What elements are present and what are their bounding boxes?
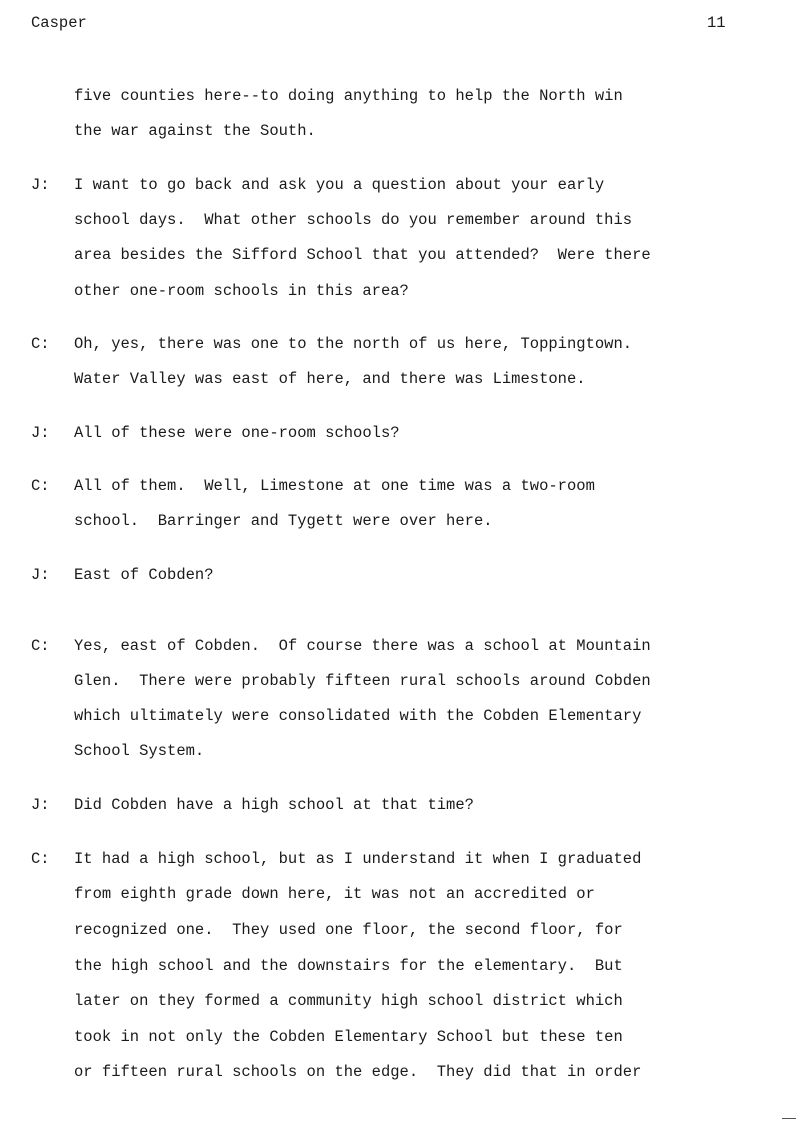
speaker-label: C:	[31, 335, 50, 353]
speaker-label: C:	[31, 850, 50, 868]
transcript-line: Glen. There were probably fifteen rural schools around Cobden	[74, 672, 651, 690]
speaker-label: C:	[31, 637, 50, 655]
transcript-line: the war against the South.	[74, 122, 316, 140]
transcript-line: or fifteen rural schools on the edge. They did that in order	[74, 1063, 642, 1081]
transcript-line: Did Cobden have a high school at that time?	[74, 796, 474, 814]
page-number: 11	[707, 14, 726, 32]
speaker-label: J:	[31, 424, 50, 442]
speaker-label: J:	[31, 176, 50, 194]
transcript-line: five counties here--to doing anything to help the North win	[74, 87, 623, 105]
transcript-line: All of them. Well, Limestone at one time was a two-room	[74, 477, 595, 495]
transcript-line: later on they formed a community high school district which	[74, 992, 623, 1010]
transcript-line: It had a high school, but as I understand it when I graduated	[74, 850, 642, 868]
transcript-line: school. Barringer and Tygett were over here.	[74, 512, 493, 530]
edge-mark	[782, 1118, 796, 1119]
transcript-line: the high school and the downstairs for the elementary. But	[74, 957, 623, 975]
speaker-label: J:	[31, 796, 50, 814]
transcript-line: Oh, yes, there was one to the north of us here, Toppingtown.	[74, 335, 633, 353]
transcript-line: area besides the Sifford School that you attended? Were there	[74, 246, 651, 264]
transcript-line: school days. What other schools do you remember around this	[74, 211, 633, 229]
transcript-line: recognized one. They used one floor, the second floor, for	[74, 921, 623, 939]
transcript-line: which ultimately were consolidated with the Cobden Elementary	[74, 707, 642, 725]
transcript-line: All of these were one-room schools?	[74, 424, 400, 442]
transcript-line: other one-room schools in this area?	[74, 282, 409, 300]
speaker-label: J:	[31, 566, 50, 584]
transcript-line: I want to go back and ask you a question about your early	[74, 176, 605, 194]
transcript-line: from eighth grade down here, it was not an accredited or	[74, 885, 595, 903]
page-header-name: Casper	[31, 14, 87, 32]
transcript-line: Water Valley was east of here, and there was Limestone.	[74, 370, 586, 388]
transcript-line: School System.	[74, 742, 205, 760]
transcript-line: East of Cobden?	[74, 566, 214, 584]
transcript-line: took in not only the Cobden Elementary School but these ten	[74, 1028, 623, 1046]
speaker-label: C:	[31, 477, 50, 495]
transcript-line: Yes, east of Cobden. Of course there was a school at Mountain	[74, 637, 651, 655]
